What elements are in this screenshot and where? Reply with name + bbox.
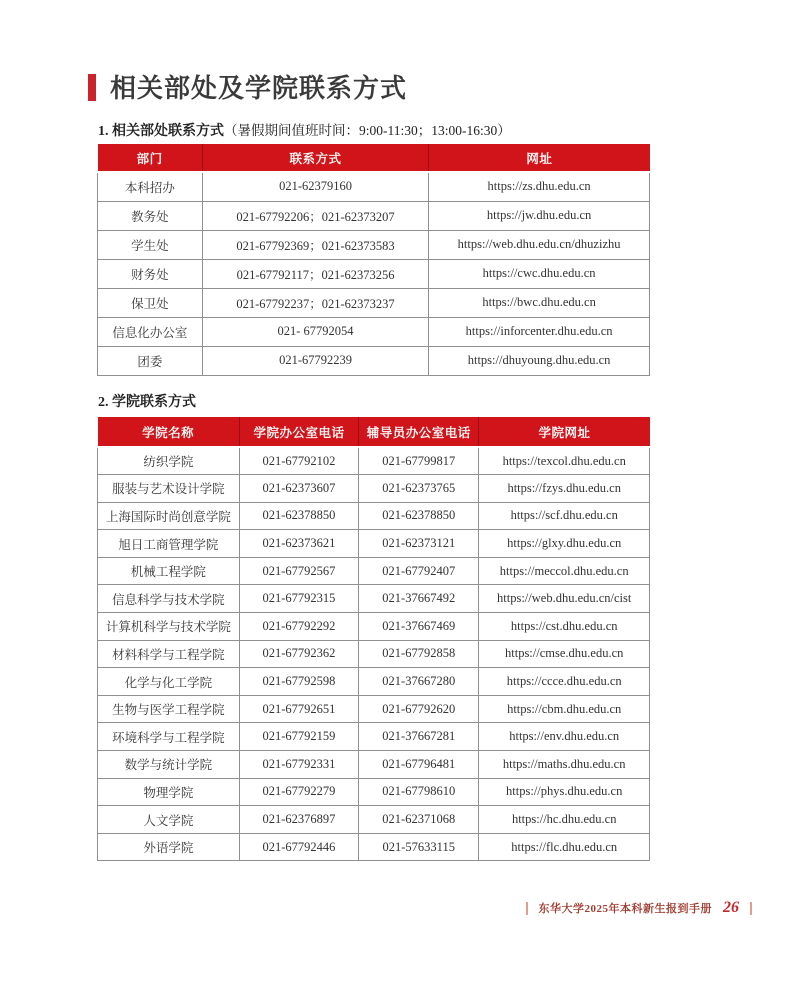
college-name-cell: 上海国际时尚创意学院 [98,502,240,530]
table-row [98,778,650,806]
college-url-cell: https://meccol.dhu.edu.cn [479,557,650,585]
college-name-cell: 环境科学与工程学院 [98,723,240,751]
counselor-office-phone-cell: 021-37667469 [359,613,479,641]
department-url-cell: https://jw.dhu.edu.cn [429,201,650,230]
section-1-duty-hours-note: （暑假期间值班时间：9:00-11:30；13:00-16:30） [224,123,511,138]
counselor-office-phone-cell: 021-67799817 [359,447,479,475]
table-row [98,172,650,201]
table-row [98,317,650,346]
college-name-cell: 数学与统计学院 [98,751,240,779]
table-row [98,447,650,475]
college-name-cell: 机械工程学院 [98,557,240,585]
college-office-phone-cell: 021-67792102 [239,447,358,475]
department-phone-cell: 021-67792206；021-62373207 [202,201,428,230]
departments-table-header [98,144,650,172]
colleges-contact-table [97,417,650,861]
college-name-cell: 信息科学与技术学院 [98,585,240,613]
college-name-cell: 外语学院 [98,833,240,861]
counselor-office-phone-cell: 021-67796481 [359,751,479,779]
department-phone-cell: 021-62379160 [202,172,428,201]
counselor-office-phone-cell: 021-62373765 [359,475,479,503]
table-row [98,288,650,317]
table-row [98,530,650,558]
page-footer [526,899,753,917]
table-row [98,833,650,861]
table-row [98,557,650,585]
college-name-cell: 化学与化工学院 [98,668,240,696]
department-name-cell: 本科招办 [98,172,203,201]
college-url-cell: https://hc.dhu.edu.cn [479,806,650,834]
department-phone-cell: 021- 67792054 [202,317,428,346]
college-name-cell: 服装与艺术设计学院 [98,475,240,503]
college-url-cell: https://scf.dhu.edu.cn [479,502,650,530]
footer-page-number: 26 [723,899,739,916]
department-name-cell: 保卫处 [98,288,203,317]
department-url-cell: https://zs.dhu.edu.cn [429,172,650,201]
counselor-office-phone-cell: 021-62371068 [359,806,479,834]
section-1-label: 1. 相关部处联系方式 [98,124,224,139]
section-2-heading [98,391,196,411]
college-url-cell: https://glxy.dhu.edu.cn [479,530,650,558]
counselor-office-phone-cell: 021-62373121 [359,530,479,558]
college-name-cell: 人文学院 [98,806,240,834]
college-url-cell: https://env.dhu.edu.cn [479,723,650,751]
college-office-phone-cell: 021-67792651 [239,695,358,723]
table-row [98,201,650,230]
college-office-phone-cell: 021-67792315 [239,585,358,613]
table-row [98,230,650,259]
header-row [98,417,650,447]
table-row [98,475,650,503]
college-name-cell: 生物与医学工程学院 [98,695,240,723]
college-name-cell: 纺织学院 [98,447,240,475]
college-url-cell: https://cst.dhu.edu.cn [479,613,650,641]
college-office-phone-cell: 021-67792598 [239,668,358,696]
college-office-phone-cell: 021-67792279 [239,778,358,806]
college-url-cell: https://cmse.dhu.edu.cn [479,640,650,668]
department-url-cell: https://inforcenter.dhu.edu.cn [429,317,650,346]
table-row [98,259,650,288]
department-name-cell: 学生处 [98,230,203,259]
column-header-contact: 联系方式 [202,144,428,172]
counselor-office-phone-cell: 021-62378850 [359,502,479,530]
colleges-table-header [98,417,650,447]
counselor-office-phone-cell: 021-67792407 [359,557,479,585]
department-url-cell: https://cwc.dhu.edu.cn [429,259,650,288]
header-row [98,144,650,172]
section-2-label: 2. 学院联系方式 [98,395,196,410]
departments-table-body [98,172,650,375]
footer-left-divider [526,902,528,915]
college-name-cell: 计算机科学与技术学院 [98,613,240,641]
college-name-cell: 旭日工商管理学院 [98,530,240,558]
column-header-counselor-office-phone: 辅导员办公室电话 [359,417,479,447]
department-url-cell: https://bwc.dhu.edu.cn [429,288,650,317]
department-name-cell: 信息化办公室 [98,317,203,346]
departments-contact-table [97,144,650,376]
college-office-phone-cell: 021-67792292 [239,613,358,641]
footer-handbook-title: 东华大学2025年本科新生报到手册 [538,903,712,915]
page-title-block [88,74,407,101]
department-name-cell: 团委 [98,346,203,375]
college-url-cell: https://ccce.dhu.edu.cn [479,668,650,696]
college-url-cell: https://cbm.dhu.edu.cn [479,695,650,723]
college-url-cell: https://flc.dhu.edu.cn [479,833,650,861]
footer-right-divider [750,902,752,915]
counselor-office-phone-cell: 021-67798610 [359,778,479,806]
table-row [98,585,650,613]
counselor-office-phone-cell: 021-37667281 [359,723,479,751]
counselor-office-phone-cell: 021-67792620 [359,695,479,723]
college-name-cell: 材料科学与工程学院 [98,640,240,668]
college-url-cell: https://maths.dhu.edu.cn [479,751,650,779]
table-row [98,502,650,530]
college-office-phone-cell: 021-62378850 [239,502,358,530]
department-name-cell: 财务处 [98,259,203,288]
college-office-phone-cell: 021-62376897 [239,806,358,834]
department-phone-cell: 021-67792239 [202,346,428,375]
table-row [98,751,650,779]
counselor-office-phone-cell: 021-57633115 [359,833,479,861]
college-url-cell: https://fzys.dhu.edu.cn [479,475,650,503]
table-row [98,668,650,696]
table-row [98,640,650,668]
college-url-cell: https://texcol.dhu.edu.cn [479,447,650,475]
column-header-college-website: 学院网址 [479,417,650,447]
column-header-college-office-phone: 学院办公室电话 [239,417,358,447]
department-phone-cell: 021-67792117；021-62373256 [202,259,428,288]
college-office-phone-cell: 021-67792159 [239,723,358,751]
counselor-office-phone-cell: 021-67792858 [359,640,479,668]
college-office-phone-cell: 021-62373607 [239,475,358,503]
college-office-phone-cell: 021-62373621 [239,530,358,558]
college-name-cell: 物理学院 [98,778,240,806]
column-header-department: 部门 [98,144,203,172]
college-office-phone-cell: 021-67792446 [239,833,358,861]
department-name-cell: 教务处 [98,201,203,230]
title-accent-bar [88,74,96,101]
college-office-phone-cell: 021-67792331 [239,751,358,779]
page-title: 相关部处及学院联系方式 [110,72,408,103]
column-header-website: 网址 [429,144,650,172]
table-row [98,346,650,375]
college-office-phone-cell: 021-67792362 [239,640,358,668]
counselor-office-phone-cell: 021-37667280 [359,668,479,696]
department-phone-cell: 021-67792237；021-62373237 [202,288,428,317]
table-row [98,806,650,834]
column-header-college-name: 学院名称 [98,417,240,447]
department-phone-cell: 021-67792369；021-62373583 [202,230,428,259]
section-1-heading [98,119,511,140]
department-url-cell: https://dhuyoung.dhu.edu.cn [429,346,650,375]
table-row [98,723,650,751]
college-office-phone-cell: 021-67792567 [239,557,358,585]
counselor-office-phone-cell: 021-37667492 [359,585,479,613]
table-row [98,695,650,723]
table-row [98,613,650,641]
college-url-cell: https://phys.dhu.edu.cn [479,778,650,806]
colleges-table-body [98,447,650,861]
college-url-cell: https://web.dhu.edu.cn/cist [479,585,650,613]
department-url-cell: https://web.dhu.edu.cn/dhuzizhu [429,230,650,259]
